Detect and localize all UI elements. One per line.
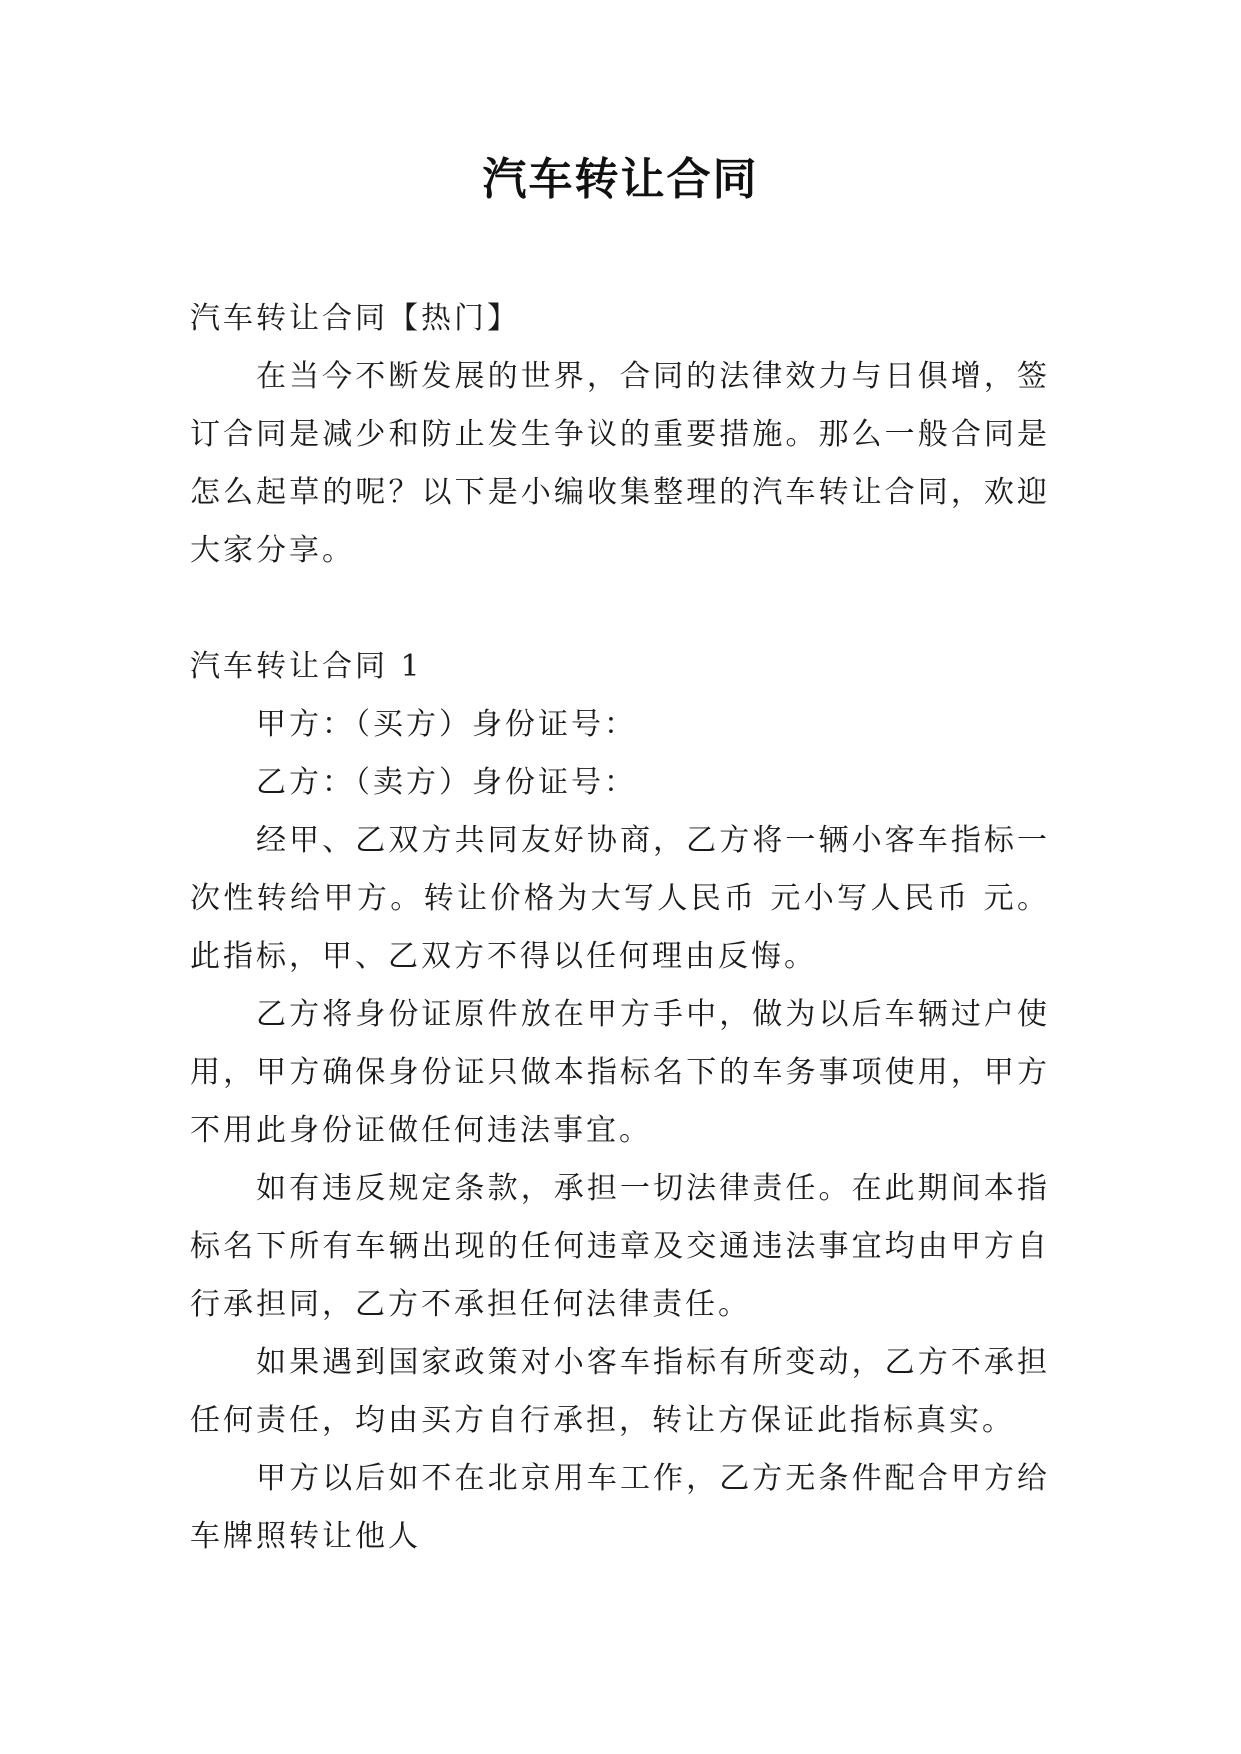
document-title: 汽车转让合同 <box>482 154 759 205</box>
contract-paragraph-4: 如果遇到国家政策对小客车指标有所变动，乙方不承担任何责任，均由买方自行承担，转让方保证此指标真实。 <box>190 1345 1050 1438</box>
document-subtitle: 汽车转让合同【热门】 <box>190 301 520 336</box>
intro-paragraph: 在当今不断发展的世界，合同的法律效力与日俱增，签订合同是减少和防止发生争议的重要措施。那么一般合同是怎么起草的呢？以下是小编收集整理的汽车转让合同，欢迎大家分享。 <box>190 359 1050 568</box>
document-body <box>190 290 1050 1566</box>
paragraph-gap <box>190 580 1050 638</box>
party-a-line: 甲方：（买方）身份证号： <box>256 707 637 742</box>
contract-paragraph-2: 乙方将身份证原件放在甲方手中，做为以后车辆过户使用，甲方确保身份证只做本指标名下的车务事项使用，甲方不用此身份证做任何违法事宜。 <box>190 997 1050 1148</box>
contract-paragraph-5: 甲方以后如不在北京用车工作，乙方无条件配合甲方给车牌照转让他人 <box>190 1461 1050 1554</box>
contract-paragraph-3: 如有违反规定条款，承担一切法律责任。在此期间本指标名下所有车辆出现的任何违章及交通违法事宜均由甲方自行承担同，乙方不承担任何法律责任。 <box>190 1171 1050 1322</box>
contract-paragraph-1: 经甲、乙双方共同友好协商，乙方将一辆小客车指标一次性转给甲方。转让价格为大写人民币 元小写人民币 元。此指标，甲、乙双方不得以任何理由反悔。 <box>190 823 1050 974</box>
section-title: 汽车转让合同 1 <box>190 649 423 684</box>
party-b-line: 乙方：（卖方）身份证号： <box>256 765 637 800</box>
